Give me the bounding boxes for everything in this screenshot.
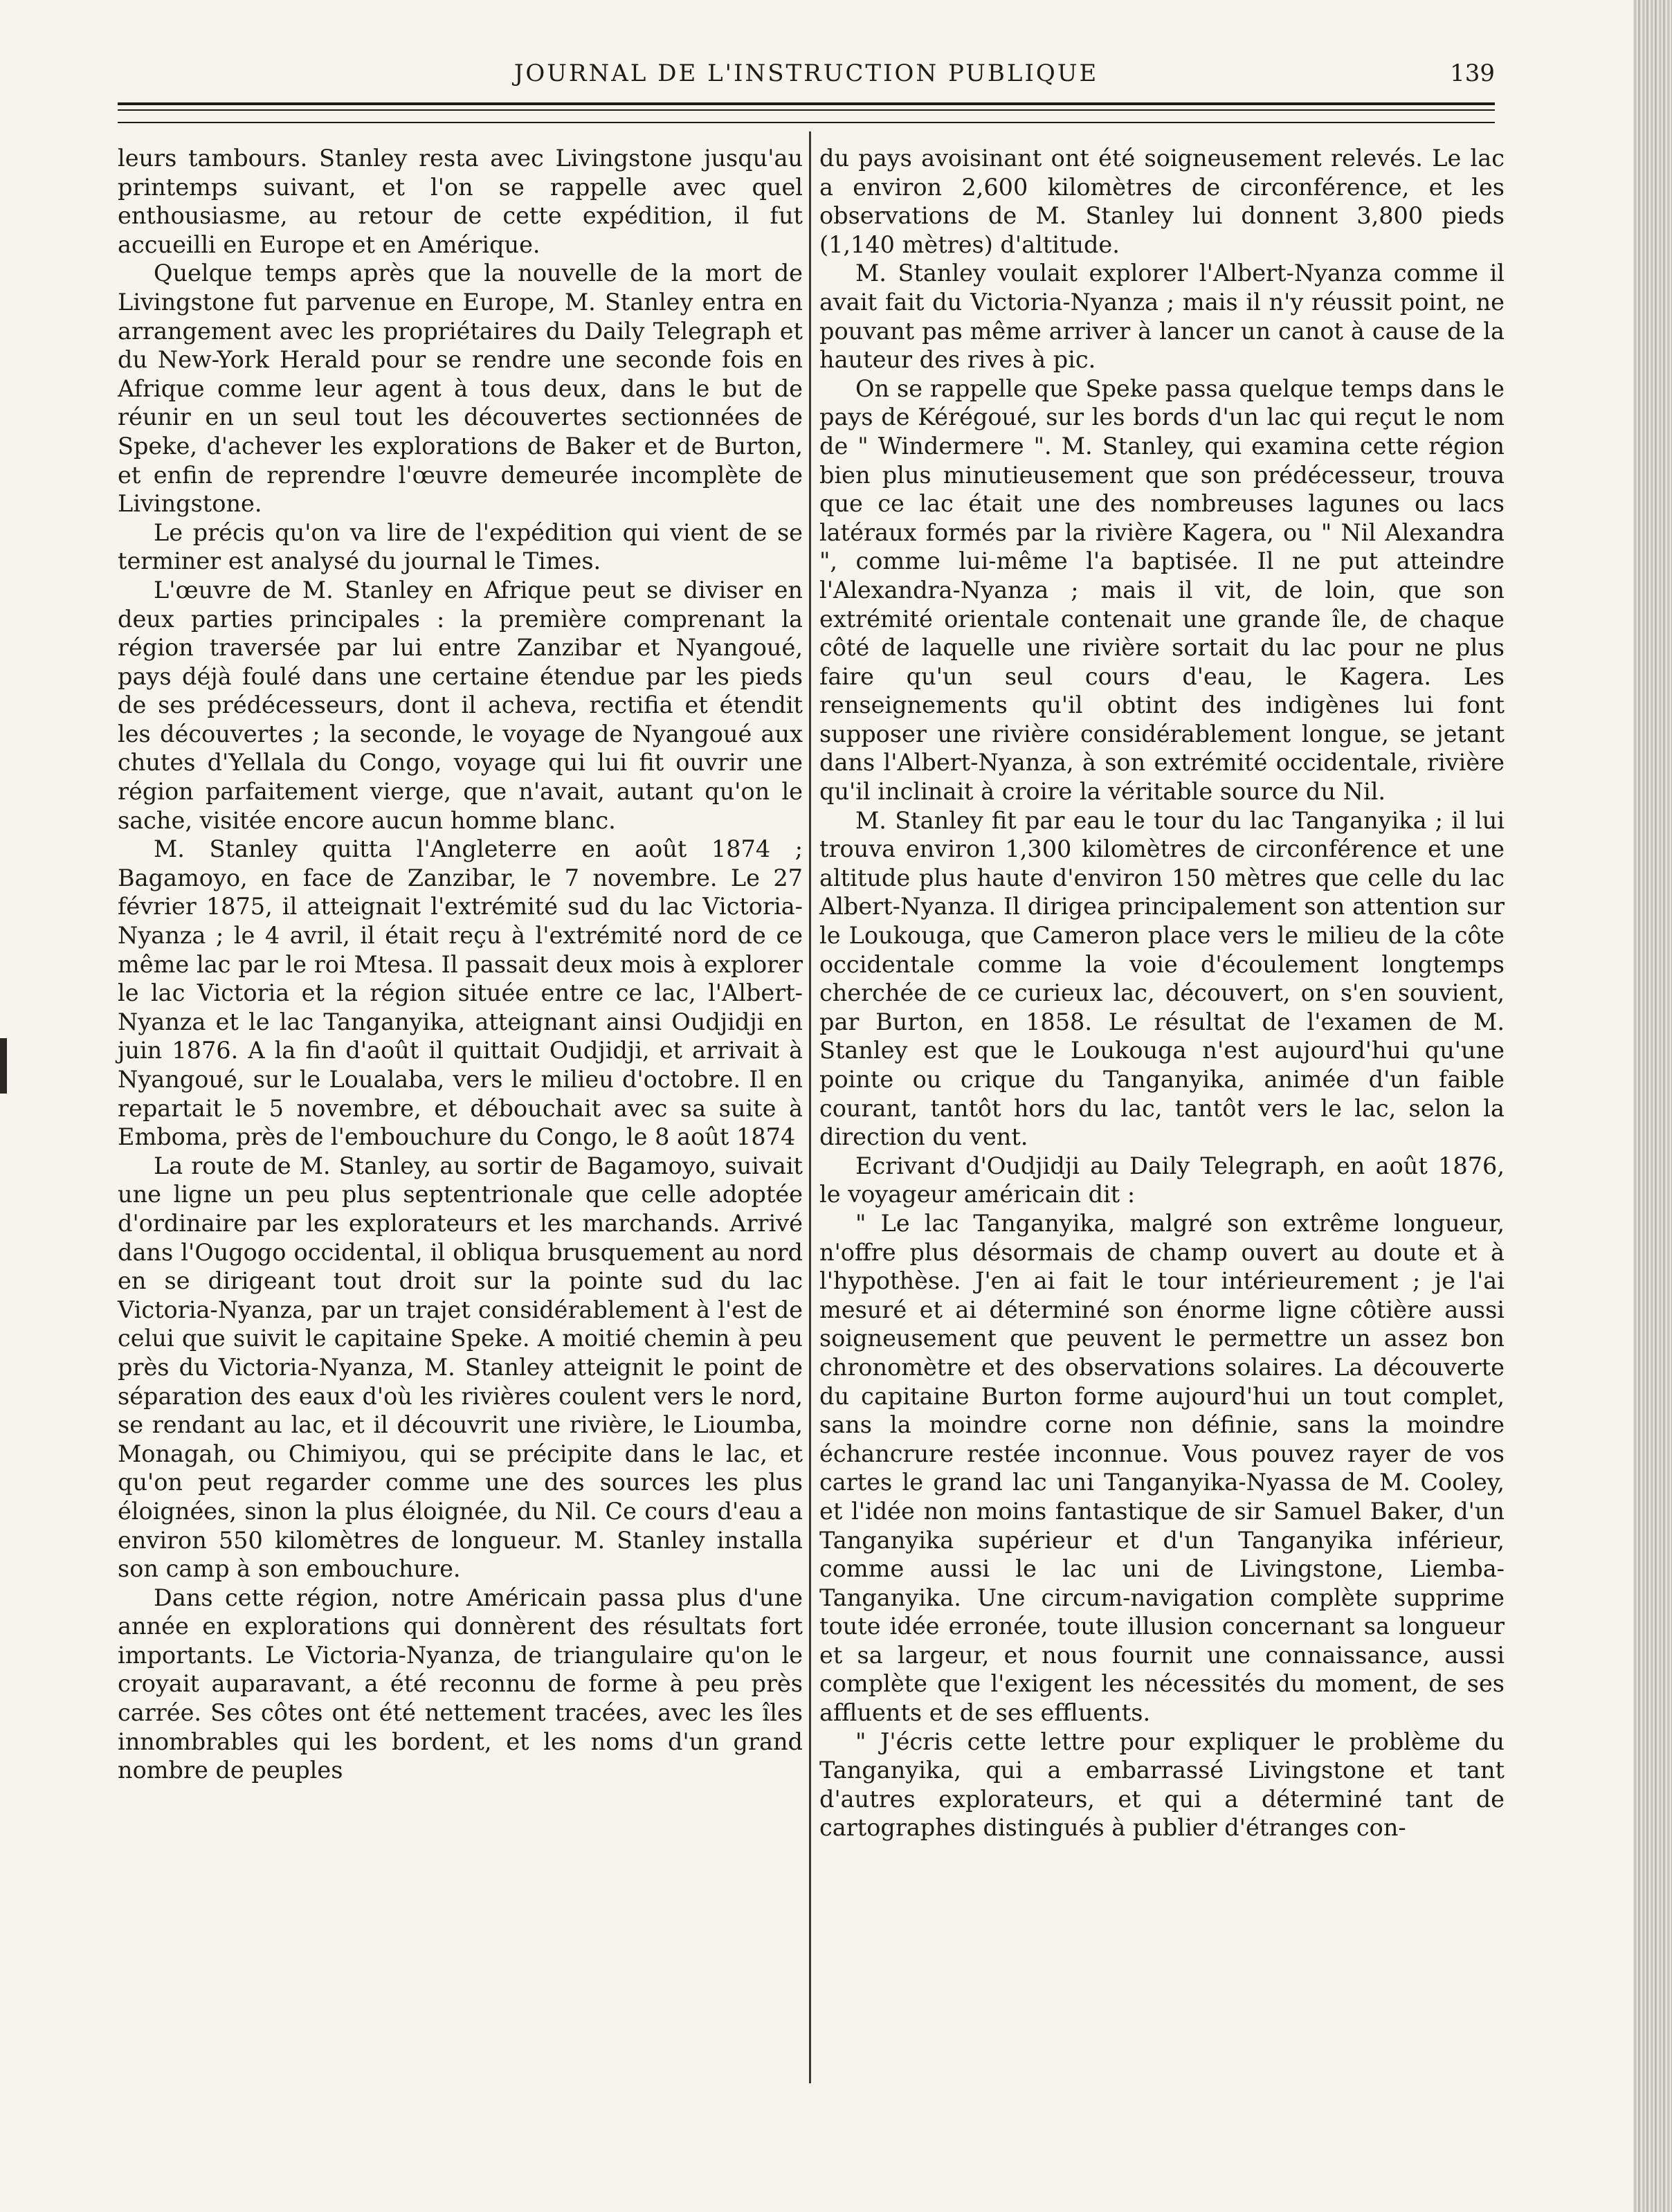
paragraph: On se rappelle que Speke passa quelque temps dans le pays de Kérégoué, sur les bords d'un lac qui reçut le nom de " Windermere ". M. Stanley, qui examina cette région bien plus minutieusement que son prédécesseur, trouva que ce lac était une des nombreuses lagunes ou lacs latéraux formés par la rivière Kagera, ou " Nil Alexandra ", comme lui-même l'a baptisée. Il ne put atteindre l'Alexandra-Nyanza ; mais il vit, de loin, que son extrémité orientale contenait une grande île, de chaque côté de laquelle une rivière sortait du lac pour ne plus faire qu'un seul cours d'eau, le Kagera. Les renseignements qu'il obtint des indigènes lui font supposer une rivière considérablement longue, se jetant dans l'Albert-Nyanza, à son extrémité occidentale, rivière qu'il inclinait à croire la véritable source du Nil. [819,374,1505,806]
paragraph: M. Stanley fit par eau le tour du lac Tanganyika ; il lui trouva environ 1,300 kilomètres de circonférence et une altitude plus haute d'environ 150 mètres que celle du lac Albert-Nyanza. Il dirigea principalement son attention sur le Loukouga, que Cameron place vers le milieu de la côte occidentale comme la voie d'écoulement longtemps cherchée de ce curieux lac, découvert, on s'en souvient, par Burton, en 1858. Le résultat de l'examen de M. Stanley est que le Loukouga n'est aujourd'hui qu'une pointe ou crique du Tanganyika, animée d'un faible courant, tantôt hors du lac, tantôt vers le lac, selon la direction du vent. [819,806,1505,1151]
paragraph: Ecrivant d'Oudjidji au Daily Telegraph, en août 1876, le voyageur américain dit : [819,1152,1505,1208]
paragraph: Quelque temps après que la nouvelle de la mort de Livingstone fut parvenue en Europe, M. Stanley entra en arrangement avec les propriétaires du Daily Telegraph et du New-York Herald pour se rendre une seconde fois en Afrique comme leur agent à tous deux, dans le but de réunir en un seul tout les découvertes sectionnées de Speke, d'achever les explorations de Baker et de Burton, et enfin de reprendre l'œuvre demeurée incomplète de Livingstone. [118,260,803,518]
paragraph: M. Stanley quitta l'Angleterre en août 1874 ; Bagamoyo, en face de Zanzibar, le 7 novembre. Le 27 février 1875, il atteignait l'extrémité sud du lac Victoria-Nyanza ; le 4 avril, il était reçu à l'extrémité nord de ce même lac par le roi Mtesa. Il passait deux mois à explorer le lac Victoria et la région située entre ce lac, l'Albert-Nyanza et le lac Tanganyika, atteignant ainsi Oudjidji en juin 1876. A la fin d'août il quittait Oudjidji, et arrivait à Nyangoué, sur le Loualaba, vers le milieu d'octobre. Il en repartait le 5 novembre, et débouchait avec sa suite à Emboma, près de l'embouchure du Congo, le 8 août 1874 [118,835,803,1151]
paragraph: M. Stanley voulait explorer l'Albert-Nyanza comme il avait fait du Victoria-Nyanza ; mais il n'y réussit point, ne pouvant pas même arriver à lancer un canot à cause de la hauteur des rives à pic. [819,260,1505,374]
header-rule-thin [118,109,1495,111]
paragraph: L'œuvre de M. Stanley en Afrique peut se diviser en deux parties principales : la première comprenant la région traversée par lui entre Zanzibar et Nyangoué, pays déjà foulé dans une certaine étendue par les pieds de ses prédécesseurs, dont il acheva, rectifia et étendit les découvertes ; la seconde, le voyage de Nyangoué aux chutes d'Yellala du Congo, voyage qui lui fit ouvrir une région parfaitement vierge, que n'avait, autant qu'on le sache, visitée encore aucun homme blanc. [118,576,803,834]
column-divider [809,132,811,2083]
page-header [118,60,1495,101]
paragraph: leurs tambours. Stanley resta avec Livingstone jusqu'au printemps suivant, et l'on se rappelle avec quel enthousiasme, au retour de cette expédition, il fut accueilli en Europe et en Amérique. [118,145,803,258]
paragraph: " Le lac Tanganyika, malgré son extrême longueur, n'offre plus désormais de champ ouvert au doute et à l'hypothèse. J'en ai fait le tour intérieurement ; je l'ai mesuré et ai déterminé son énorme ligne côtière aussi soigneusement que peuvent le permettre un assez bon chronomètre et des observations solaires. La découverte du capitaine Burton forme aujourd'hui un tout complet, sans la moindre corne non définie, sans la moindre échancrure restée inconnue. Vous pouvez rayer de vos cartes le grand lac uni Tanganyika-Nyassa de M. Cooley, et l'idée non moins fantastique de sir Samuel Baker, d'un Tanganyika supérieur et d'un Tanganyika inférieur, comme aussi le lac uni de Livingstone, Liemba-Tanganyika. Une circum-navigation complète supprime toute idée erronée, toute illusion concernant sa longueur et sa largeur, et nous fournit une connaissance, aussi complète que l'exigent les nécessités du moment, de ses affluents et de ses effluents. [819,1209,1505,1727]
paragraph: Dans cette région, notre Américain passa plus d'une année en explorations qui donnèrent des résultats fort importants. Le Victoria-Nyanza, de triangulaire qu'on le croyait auparavant, a été reconnu de forme à peu près carrée. Ses côtes ont été nettement tracées, avec les îles innombrables qui les bordent, et les noms d'un grand nombre de peuples [118,1584,803,1784]
header-rule-lower [118,122,1495,123]
paragraph: La route de M. Stanley, au sortir de Bagamoyo, suivait une ligne un peu plus septentrionale que celle adoptée d'ordinaire par les explorateurs et les marchands. Arrivé dans l'Ougogo occidental, il obliqua brusquement au nord en se dirigeant tout droit sur la pointe sud du lac Victoria-Nyanza, par un trajet considérablement à l'est de celui que suivit le capitaine Speke. A moitié chemin à peu près du Victoria-Nyanza, M. Stanley atteignit le point de séparation des eaux d'où les rivières coulent vers le nord, se rendant au lac, et il découvrit une rivière, le Lioumba, Monagah, ou Chimiyou, qui se précipite dans le lac, et qu'on peut regarder comme une des sources les plus éloignées, sinon la plus éloignée, du Nil. Ce cours d'eau a environ 550 kilomètres de longueur. M. Stanley installa son camp à son embouchure. [118,1152,803,1583]
page-number: 139 [1450,60,1495,87]
paragraph: " J'écris cette lettre pour expliquer le problème du Tanganyika, qui a embarrassé Livingstone et tant d'autres explorateurs, et qui a déterminé tant de cartographes distingués à publier d'étranges con- [819,1728,1505,1842]
header-rule-thick [118,102,1495,105]
running-title: JOURNAL DE L'INSTRUCTION PUBLIQUE [514,60,1099,87]
left-column [118,144,803,1785]
binding-mark [0,1038,7,1094]
paragraph: Le précis qu'on va lire de l'expédition qui vient de se terminer est analysé du journal le Times. [118,518,803,575]
right-column [819,144,1505,1842]
page-edge-shadow [1633,0,1672,2212]
paragraph: du pays avoisinant ont été soigneusement relevés. Le lac a environ 2,600 kilomètres de circonférence, et les observations de M. Stanley lui donnent 3,800 pieds (1,140 mètres) d'altitude. [819,145,1505,258]
